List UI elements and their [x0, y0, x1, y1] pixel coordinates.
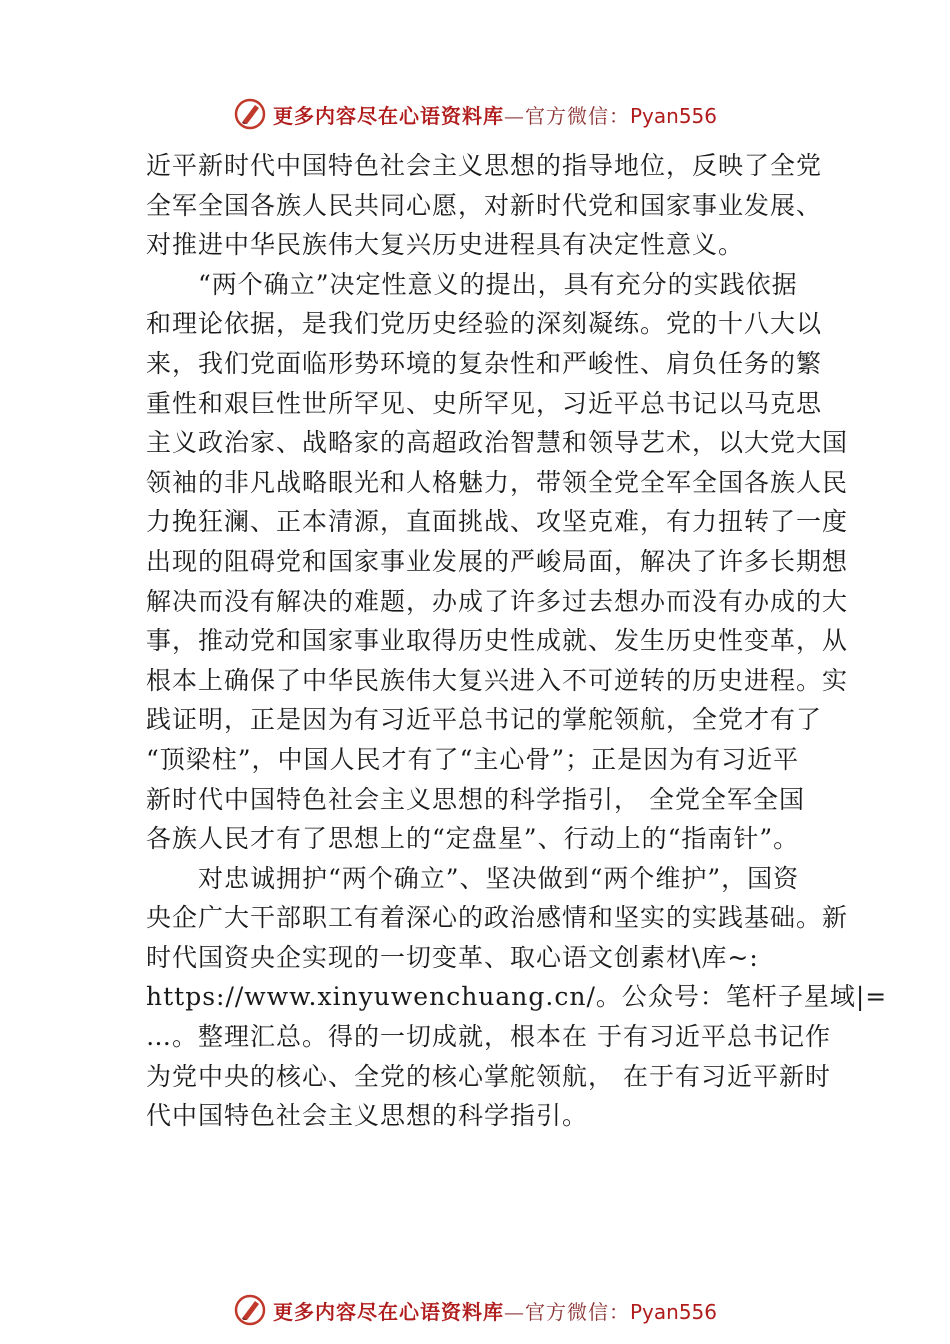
text-line: 和理论依据，是我们党历史经验的深刻凝练。党的十八大以 — [146, 309, 823, 339]
text-line: 央企广大干部职工有着深心的政治感情和坚实的实践基础。新 — [146, 903, 849, 933]
text-line: 时代国资央企实现的一切变革、取心语文创素材\库~: — [146, 942, 759, 972]
text-line: 代中国特色社会主义思想的科学指引。 — [146, 1101, 589, 1131]
text-line: 出现的阻碍党和国家事业发展的严峻局面，解决了许多长期想 — [146, 546, 849, 576]
text-line: 领袖的非凡战略眼光和人格魅力，带领全党全军全国各族人民 — [146, 467, 849, 497]
paragraph-start-line: “两个确立”决定性意义的提出，具有充分的实践依据 — [198, 269, 798, 299]
paragraph-start-line: 对忠诚拥护“两个确立”、坚决做到“两个维护”，国资 — [198, 863, 800, 893]
text-line: 主义政治家、战略家的高超政治智慧和领导艺术，以大党大国 — [146, 428, 849, 458]
banner-separator: — — [503, 103, 525, 128]
banner-wechat-id: Pyan556 — [629, 1299, 717, 1324]
text-line: 新时代中国特色社会主义思想的科学指引， 全党全军全国 — [146, 784, 805, 814]
text-line: 为党中央的核心、全党的核心掌舵领航， 在于有习近平新时 — [146, 1061, 831, 1091]
header-banner-text — [273, 100, 717, 129]
text-line: 近平新时代中国特色社会主义思想的指导地位，反映了全党 — [146, 151, 823, 180]
text-line: 事，推动党和国家事业取得历史性成就、发生历史性变革，从 — [146, 626, 849, 656]
text-line: 全军全国各族人民共同心愿，对新时代党和国家事业发展、 — [146, 190, 823, 220]
text-line: 重性和艰巨性世所罕见、史所罕见，习近平总书记以马克思 — [146, 388, 823, 418]
pen-logo-icon — [233, 97, 267, 131]
banner-wechat-label: 官方微信： — [524, 1299, 630, 1324]
header-banner — [0, 94, 950, 134]
banner-title: 更多内容尽在心语资料库 — [272, 1299, 504, 1324]
banner-wechat-id: Pyan556 — [629, 103, 717, 128]
text-line: …。整理汇总。得的一切成就，根本在 于有习近平总书记作 — [146, 1022, 831, 1052]
text-line: https://www.xinyuwenchuang.cn/。公众号：笔杆子星域|= — [146, 982, 888, 1012]
text-line: 践证明，正是因为有习近平总书记的掌舵领航，全党才有了 — [146, 705, 823, 735]
text-line: 来，我们党面临形势环境的复杂性和严峻性、肩负任务的繁 — [146, 348, 823, 378]
banner-wechat-label: 官方微信： — [524, 103, 630, 128]
text-line: 根本上确保了中华民族伟大复兴进入不可逆转的历史进程。实 — [146, 665, 849, 695]
text-line: 力挽狂澜、正本清源，直面挑战、攻坚克难，有力扭转了一度 — [146, 507, 849, 537]
text-line: 各族人民才有了思想上的“定盘星”、行动上的“指南针”。 — [146, 824, 800, 854]
footer-banner-text — [273, 1296, 717, 1325]
footer-banner — [0, 1290, 950, 1330]
text-line: 对推进中华民族伟大复兴历史进程具有决定性意义。 — [146, 230, 745, 260]
banner-title: 更多内容尽在心语资料库 — [272, 103, 504, 128]
text-line: 解决而没有解决的难题，办成了许多过去想办而没有办成的大 — [146, 586, 849, 616]
pen-logo-icon — [233, 1293, 267, 1327]
document-body — [146, 146, 888, 1136]
banner-separator: — — [503, 1299, 525, 1324]
text-line: “顶梁柱”，中国人民才有了“主心骨”；正是因为有习近平 — [146, 744, 800, 774]
